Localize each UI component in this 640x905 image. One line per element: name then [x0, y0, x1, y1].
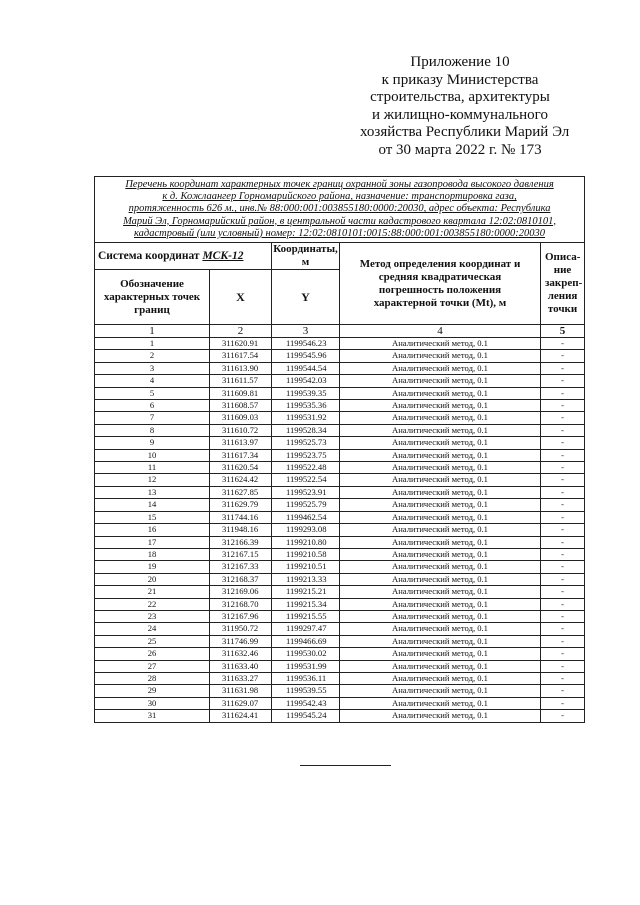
table-row	[95, 573, 585, 585]
table-row	[95, 424, 585, 436]
appendix-header	[360, 54, 570, 159]
point-number-cell: 15	[95, 511, 210, 523]
y-coordinate-cell: 1199522.54	[272, 474, 340, 486]
table-row	[95, 548, 585, 560]
method-cell: Аналитический метод, 0.1	[340, 586, 541, 598]
x-coordinate-cell: 312168.70	[210, 598, 272, 610]
x-coordinate-cell: 311611.57	[210, 375, 272, 387]
x-coordinate-cell: 311617.54	[210, 350, 272, 362]
column-number: 5	[541, 325, 585, 338]
end-divider	[300, 765, 391, 766]
method-cell: Аналитический метод, 0.1	[340, 375, 541, 387]
description-cell: -	[541, 524, 585, 536]
x-coordinate-cell: 311608.57	[210, 400, 272, 412]
point-number-cell: 3	[95, 362, 210, 374]
description-cell: -	[541, 623, 585, 635]
point-number-cell: 6	[95, 400, 210, 412]
x-coordinate-cell: 311629.07	[210, 697, 272, 709]
method-cell: Аналитический метод, 0.1	[340, 474, 541, 486]
point-number-cell: 29	[95, 685, 210, 697]
method-cell: Аналитический метод, 0.1	[340, 400, 541, 412]
description-cell: -	[541, 375, 585, 387]
method-cell: Аналитический метод, 0.1	[340, 499, 541, 511]
x-coordinate-cell: 312167.33	[210, 561, 272, 573]
x-coordinate-cell: 311632.46	[210, 648, 272, 660]
description-cell: -	[541, 536, 585, 548]
y-coordinate-cell: 1199297.47	[272, 623, 340, 635]
point-number-cell: 16	[95, 524, 210, 536]
coordinate-system-label: Система координат	[98, 250, 200, 263]
table-row	[95, 499, 585, 511]
table-row	[95, 511, 585, 523]
table-row	[95, 387, 585, 399]
table-row	[95, 586, 585, 598]
table-row	[95, 338, 585, 350]
description-cell: -	[541, 511, 585, 523]
y-coordinate-cell: 1199544.54	[272, 362, 340, 374]
y-coordinate-cell: 1199545.24	[272, 710, 340, 722]
y-coordinate-cell: 1199531.99	[272, 660, 340, 672]
y-coordinate-cell: 1199545.96	[272, 350, 340, 362]
point-number-cell: 7	[95, 412, 210, 424]
point-number-cell: 14	[95, 499, 210, 511]
y-coordinate-cell: 1199542.43	[272, 697, 340, 709]
x-coordinate-cell: 311613.90	[210, 362, 272, 374]
y-coordinate-cell: 1199528.34	[272, 424, 340, 436]
description-cell: -	[541, 424, 585, 436]
table-row	[95, 524, 585, 536]
method-cell: Аналитический метод, 0.1	[340, 350, 541, 362]
point-number-cell: 10	[95, 449, 210, 461]
x-coordinate-cell: 312167.15	[210, 548, 272, 560]
x-coordinate-cell: 311950.72	[210, 623, 272, 635]
appendix-line: и жилищно-коммунального	[372, 106, 548, 123]
method-cell: Аналитический метод, 0.1	[340, 710, 541, 722]
appendix-line: строительства, архитектуры	[370, 89, 550, 105]
method-cell: Аналитический метод, 0.1	[340, 660, 541, 672]
description-cell: -	[541, 437, 585, 449]
point-number-cell: 9	[95, 437, 210, 449]
appendix-line: к приказу Министерства	[381, 71, 539, 88]
point-number-cell: 5	[95, 387, 210, 399]
caption-line: к д. Кожлаангер Горномарийского района, назначение: транспортировка газа,	[162, 191, 517, 203]
coordinate-system-code: МСК-12	[202, 250, 244, 263]
x-coordinate-cell: 311617.34	[210, 449, 272, 461]
x-coordinate-cell: 312166.39	[210, 536, 272, 548]
description-cell: -	[541, 449, 585, 461]
table-row	[95, 648, 585, 660]
point-header: Обозначение характерных точек границ	[95, 270, 210, 325]
table-row	[95, 623, 585, 635]
point-number-cell: 26	[95, 648, 210, 660]
x-coordinate-cell: 311624.42	[210, 474, 272, 486]
point-number-cell: 23	[95, 610, 210, 622]
method-cell: Аналитический метод, 0.1	[340, 511, 541, 523]
point-number-cell: 21	[95, 586, 210, 598]
point-number-cell: 11	[95, 462, 210, 474]
table-row	[95, 672, 585, 684]
method-cell: Аналитический метод, 0.1	[340, 548, 541, 560]
caption-line: протяженность 626 м., инв.№ 88:000:001:003855180:0000:20030, адрес объекта: Республика	[128, 203, 551, 215]
column-number: 1	[95, 325, 210, 338]
table-row	[95, 449, 585, 461]
point-number-cell: 13	[95, 486, 210, 498]
y-coordinate-cell: 1199525.73	[272, 437, 340, 449]
column-number: 4	[340, 325, 541, 338]
x-coordinate-cell: 311629.79	[210, 499, 272, 511]
description-cell: -	[541, 573, 585, 585]
y-coordinate-cell: 1199466.69	[272, 635, 340, 647]
description-cell: -	[541, 499, 585, 511]
table-row	[95, 697, 585, 709]
point-number-cell: 8	[95, 424, 210, 436]
y-coordinate-cell: 1199546.23	[272, 338, 340, 350]
point-number-cell: 25	[95, 635, 210, 647]
point-number-cell: 24	[95, 623, 210, 635]
x-coordinate-cell: 311620.54	[210, 462, 272, 474]
column-number: 2	[210, 325, 272, 338]
x-coordinate-cell: 311631.98	[210, 685, 272, 697]
y-coordinate-cell: 1199210.58	[272, 548, 340, 560]
method-cell: Аналитический метод, 0.1	[340, 437, 541, 449]
table-row	[95, 474, 585, 486]
y-coordinate-cell: 1199525.79	[272, 499, 340, 511]
x-coordinate-cell: 311613.97	[210, 437, 272, 449]
point-number-cell: 17	[95, 536, 210, 548]
y-coordinate-cell: 1199530.02	[272, 648, 340, 660]
description-cell: -	[541, 387, 585, 399]
point-number-cell: 18	[95, 548, 210, 560]
point-number-cell: 31	[95, 710, 210, 722]
description-cell: -	[541, 710, 585, 722]
description-cell: -	[541, 338, 585, 350]
method-cell: Аналитический метод, 0.1	[340, 362, 541, 374]
column-number: 3	[272, 325, 340, 338]
x-coordinate-cell: 312168.37	[210, 573, 272, 585]
table-row	[95, 536, 585, 548]
description-cell: -	[541, 586, 585, 598]
method-cell: Аналитический метод, 0.1	[340, 412, 541, 424]
appendix-line: хозяйства Республики Марий Эл	[360, 124, 570, 140]
y-coordinate-cell: 1199531.92	[272, 412, 340, 424]
y-coordinate-cell: 1199535.36	[272, 400, 340, 412]
appendix-line: Приложение 10	[410, 54, 510, 70]
x-coordinate-cell: 311633.40	[210, 660, 272, 672]
caption-line: Марий Эл, Горномарийский район, в центральной части кадастрового квартала 12:02:0810101,	[123, 215, 556, 227]
point-number-cell: 20	[95, 573, 210, 585]
x-coordinate-cell: 311624.41	[210, 710, 272, 722]
description-cell: -	[541, 486, 585, 498]
description-cell: -	[541, 672, 585, 684]
description-cell: -	[541, 598, 585, 610]
description-cell: -	[541, 635, 585, 647]
point-number-cell: 19	[95, 561, 210, 573]
x-coordinate-cell: 311948.16	[210, 524, 272, 536]
method-cell: Аналитический метод, 0.1	[340, 598, 541, 610]
table-row	[95, 412, 585, 424]
coordinate-system	[95, 243, 272, 270]
point-number-cell: 22	[95, 598, 210, 610]
y-coordinate-cell: 1199523.91	[272, 486, 340, 498]
method-cell: Аналитический метод, 0.1	[340, 338, 541, 350]
method-cell: Аналитический метод, 0.1	[340, 635, 541, 647]
point-number-cell: 2	[95, 350, 210, 362]
y-coordinate-cell: 1199215.34	[272, 598, 340, 610]
x-coordinate-cell: 311744.16	[210, 511, 272, 523]
description-cell: -	[541, 648, 585, 660]
description-cell: -	[541, 412, 585, 424]
method-cell: Аналитический метод, 0.1	[340, 672, 541, 684]
y-coordinate-cell: 1199539.35	[272, 387, 340, 399]
y-coordinate-cell: 1199210.51	[272, 561, 340, 573]
table-row	[95, 598, 585, 610]
x-coordinate-cell: 311633.27	[210, 672, 272, 684]
table-row	[95, 375, 585, 387]
x-coordinate-cell: 311627.85	[210, 486, 272, 498]
description-cell: -	[541, 561, 585, 573]
method-cell: Аналитический метод, 0.1	[340, 524, 541, 536]
method-cell: Аналитический метод, 0.1	[340, 561, 541, 573]
method-cell: Аналитический метод, 0.1	[340, 387, 541, 399]
y-coordinate-cell: 1199293.08	[272, 524, 340, 536]
method-cell: Аналитический метод, 0.1	[340, 573, 541, 585]
coordinates-table	[94, 176, 585, 723]
x-coordinate-cell: 312167.96	[210, 610, 272, 622]
method-cell: Аналитический метод, 0.1	[340, 685, 541, 697]
table-row	[95, 660, 585, 672]
y-coordinate-cell: 1199210.80	[272, 536, 340, 548]
table-row	[95, 685, 585, 697]
table-row	[95, 710, 585, 722]
description-cell: -	[541, 697, 585, 709]
table-row	[95, 610, 585, 622]
x-header: X	[210, 270, 272, 325]
method-cell: Аналитический метод, 0.1	[340, 462, 541, 474]
x-coordinate-cell: 311609.81	[210, 387, 272, 399]
x-coordinate-cell: 311610.72	[210, 424, 272, 436]
description-cell: -	[541, 474, 585, 486]
coordinates-header: Координаты, м	[273, 243, 338, 269]
table-row	[95, 561, 585, 573]
description-cell: -	[541, 350, 585, 362]
table-row	[95, 437, 585, 449]
point-number-cell: 28	[95, 672, 210, 684]
table-caption	[95, 177, 585, 243]
method-cell: Аналитический метод, 0.1	[340, 536, 541, 548]
y-coordinate-cell: 1199536.11	[272, 672, 340, 684]
table-row	[95, 362, 585, 374]
table-row	[95, 486, 585, 498]
table-row	[95, 635, 585, 647]
y-coordinate-cell: 1199215.21	[272, 586, 340, 598]
x-coordinate-cell: 311620.91	[210, 338, 272, 350]
caption-line: кадастровый (или условный) номер: 12:02:0810101:0015:88:000:001:003855180:0000:20030	[134, 227, 546, 239]
y-coordinate-cell: 1199462.54	[272, 511, 340, 523]
y-coordinate-cell: 1199523.75	[272, 449, 340, 461]
description-cell: -	[541, 685, 585, 697]
point-number-cell: 1	[95, 338, 210, 350]
point-number-cell: 12	[95, 474, 210, 486]
x-coordinate-cell: 311609.03	[210, 412, 272, 424]
caption-line: Перечень координат характерных точек границ охранной зоны газопровода высокого давления	[125, 179, 554, 190]
method-cell: Аналитический метод, 0.1	[340, 697, 541, 709]
y-coordinate-cell: 1199215.55	[272, 610, 340, 622]
point-number-cell: 30	[95, 697, 210, 709]
method-cell: Аналитический метод, 0.1	[340, 623, 541, 635]
table-row	[95, 462, 585, 474]
x-coordinate-cell: 312169.06	[210, 586, 272, 598]
point-number-cell: 4	[95, 375, 210, 387]
description-cell: -	[541, 362, 585, 374]
method-header: Метод определения координат и средняя квадратическая погрешность положения характерной точки (Mt), м	[340, 243, 541, 325]
y-coordinate-cell: 1199542.03	[272, 375, 340, 387]
method-cell: Аналитический метод, 0.1	[340, 610, 541, 622]
table-row	[95, 350, 585, 362]
method-cell: Аналитический метод, 0.1	[340, 648, 541, 660]
description-cell: -	[541, 548, 585, 560]
x-coordinate-cell: 311746.99	[210, 635, 272, 647]
y-coordinate-cell: 1199522.48	[272, 462, 340, 474]
y-coordinate-cell: 1199213.33	[272, 573, 340, 585]
description-header: Описа-ние закреп-ления точки	[541, 243, 585, 325]
table-row	[95, 400, 585, 412]
method-cell: Аналитический метод, 0.1	[340, 449, 541, 461]
y-header: Y	[272, 270, 340, 325]
method-cell: Аналитический метод, 0.1	[340, 424, 541, 436]
method-cell: Аналитический метод, 0.1	[340, 486, 541, 498]
description-cell: -	[541, 462, 585, 474]
table-body	[95, 338, 585, 723]
column-number-row	[95, 325, 585, 338]
point-number-cell: 27	[95, 660, 210, 672]
description-cell: -	[541, 400, 585, 412]
y-coordinate-cell: 1199539.55	[272, 685, 340, 697]
description-cell: -	[541, 610, 585, 622]
description-cell: -	[541, 660, 585, 672]
appendix-line: от 30 марта 2022 г. № 173	[378, 141, 542, 158]
